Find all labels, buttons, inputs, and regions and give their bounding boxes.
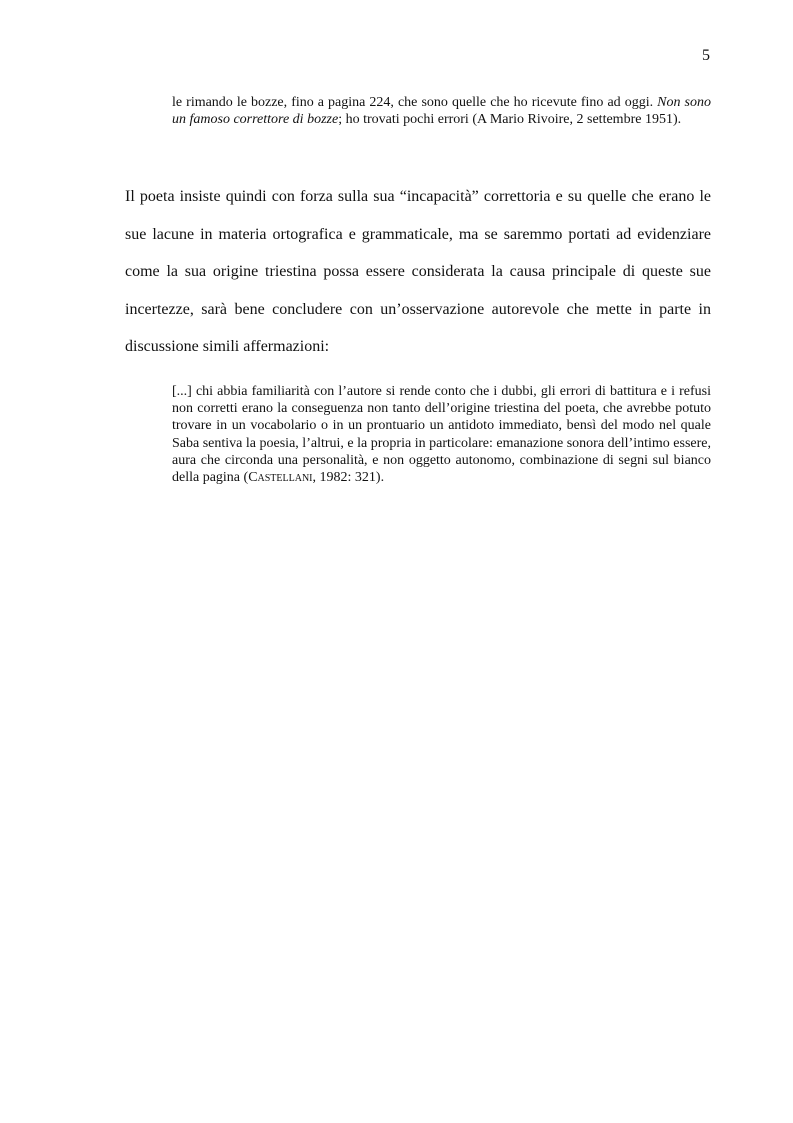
- citation-year-page: , 1982: 321).: [312, 470, 385, 486]
- quote-text: [...] chi abbia familiarità con l’autore si rende conto che i dubbi, gli errori di battitura e i refusi non corretti erano la conseguenza non tanto dell’origine triestina del poeta, che avrebbe potuto trovare in un vocabolario o in un prontuario un antidoto immediato, bensì del modo nel quale Saba sentiva la poesia, l’altrui, e la propria in particolare: emanazione sonora dell’intimo essere, aura che circonda una personalità, e non oggetto autonomo, combinazione di segni sul bianco della pagina (: [172, 384, 711, 486]
- citation-author: Castellani: [248, 470, 313, 486]
- page-number: 5: [702, 47, 710, 64]
- block-quote-castellani: [172, 383, 711, 486]
- block-quote-letter: [172, 94, 711, 128]
- quote-text-continued: ; ho trovati pochi errori (A Mario Rivoire, 2 settembre 1951).: [338, 112, 682, 128]
- quote-text: le rimando le bozze, fino a pagina 224, che sono quelle che ho ricevute fino ad oggi.: [172, 95, 658, 110]
- quote-italic-phrase: Non sono un famoso correttore di bozze: [172, 95, 711, 128]
- body-paragraph: Il poeta insiste quindi con forza sulla sua “incapacità” correttoria e su quelle che erano le sue lacune in materia ortografica e grammaticale, ma se saremmo portati ad evidenziare come la sua origine triestina possa essere considerata la causa principale di queste sue incertezze, sarà bene concludere con un’osservazione autorevole che mette in parte in discussione simili affermazioni:: [125, 188, 711, 355]
